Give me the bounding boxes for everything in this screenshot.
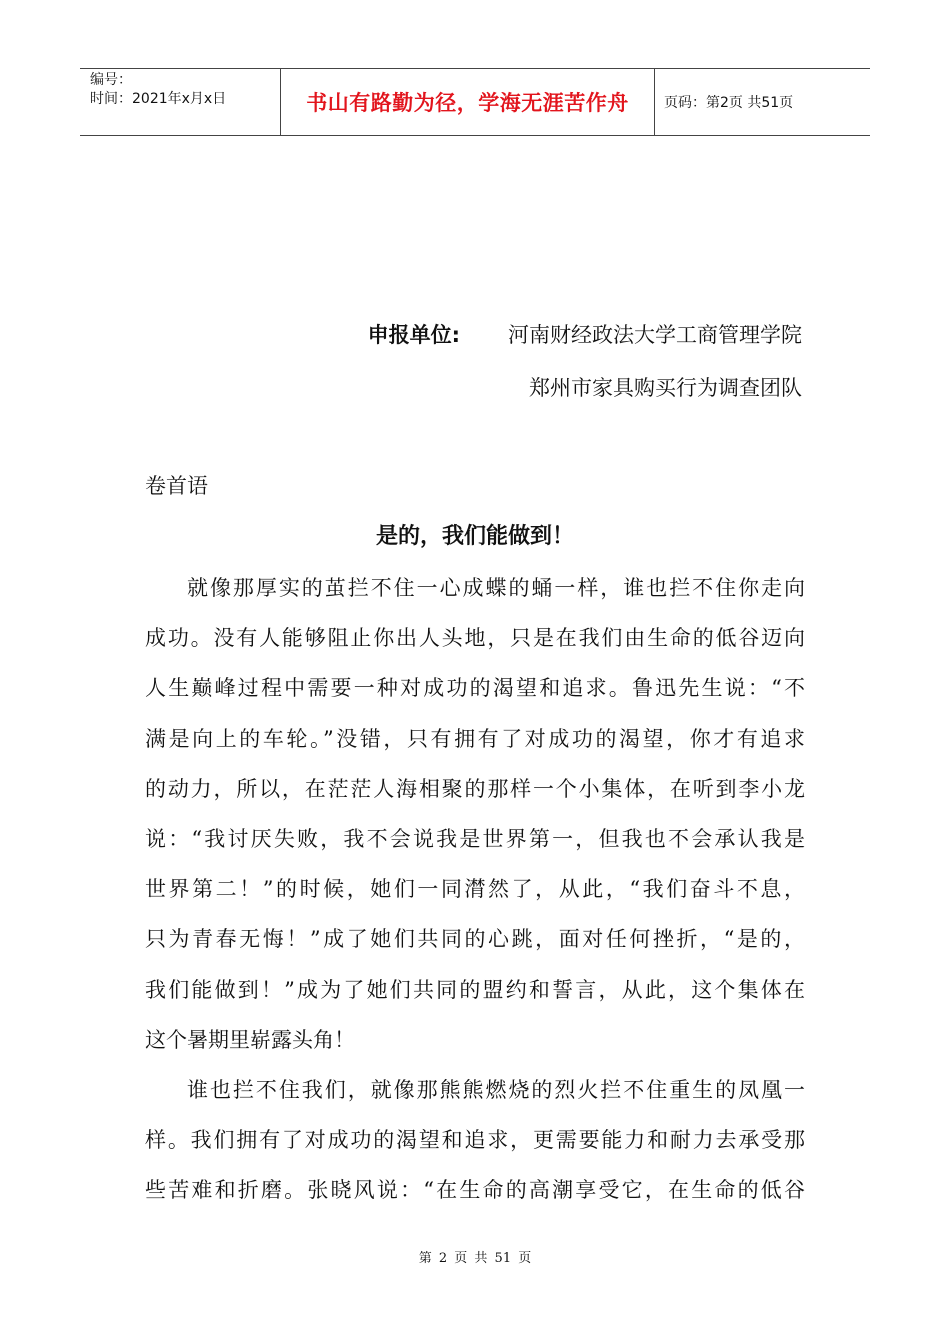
text-line: 世界第二！”的时候，她们一同潸然了，从此，“我们奋斗不息， [145,877,805,902]
applicant-line-2: 郑州市家具购买行为调查团队 [529,376,802,400]
applicant-label: 申报单位: [367,323,460,347]
text-line: 些苦难和折磨。张晓风说：“在生命的高潮享受它，在生命的低谷 [145,1178,805,1203]
text-line: 人生巅峰过程中需要一种对成功的渴望和追求。鲁迅先生说：“不 [145,676,805,701]
preface-label: 卷首语 [145,474,208,498]
header-meta [80,69,281,135]
body-text [145,563,805,1215]
page-footer: 第 2 页 共 51 页 [418,1251,532,1266]
header-motto-cell [281,69,655,135]
text-line: 只为青春无悔！”成了她们共同的心跳，面对任何挫折，“是的， [145,927,805,952]
text-line: 的动力，所以，在茫茫人海相聚的那样一个小集体，在听到李小龙 [145,776,805,801]
applicant-unit-1: 河南财经政法大学工商管理学院 [508,323,802,347]
text-line: 成功。没有人能够阻止你出人头地，只是在我们由生命的低谷迈向 [145,626,805,651]
header-page-info: 页码：第2页 共51页 [664,95,794,111]
section-title: 是的，我们能做到！ [375,524,574,549]
header-motto: 书山有路勤为径，学海无涯苦作舟 [306,91,629,115]
text-line: 样。我们拥有了对成功的渴望和追求，更需要能力和耐力去承受那 [145,1128,805,1153]
page-header [80,68,870,136]
text-line: 就像那厚实的茧拦不住一心成蝶的蛹一样，谁也拦不住你走向 [187,576,805,600]
applicant-line-1 [0,319,802,349]
text-line: 这个暑期里崭露头角！ [145,1027,355,1052]
text-line: 满是向上的车轮。”没错，只有拥有了对成功的渴望，你才有追求 [145,726,805,751]
text-line: 谁也拦不住我们，就像那熊熊燃烧的烈火拦不住重生的凤凰一 [187,1077,805,1102]
number-label: 编号： [90,72,132,88]
time-label: 时间：2021年x月x日 [90,91,227,107]
text-line: 说：“我讨厌失败，我不会说我是世界第一，但我也不会承认我是 [145,826,805,851]
text-line: 我们能做到！”成为了她们共同的盟约和誓言，从此，这个集体在 [145,977,805,1002]
